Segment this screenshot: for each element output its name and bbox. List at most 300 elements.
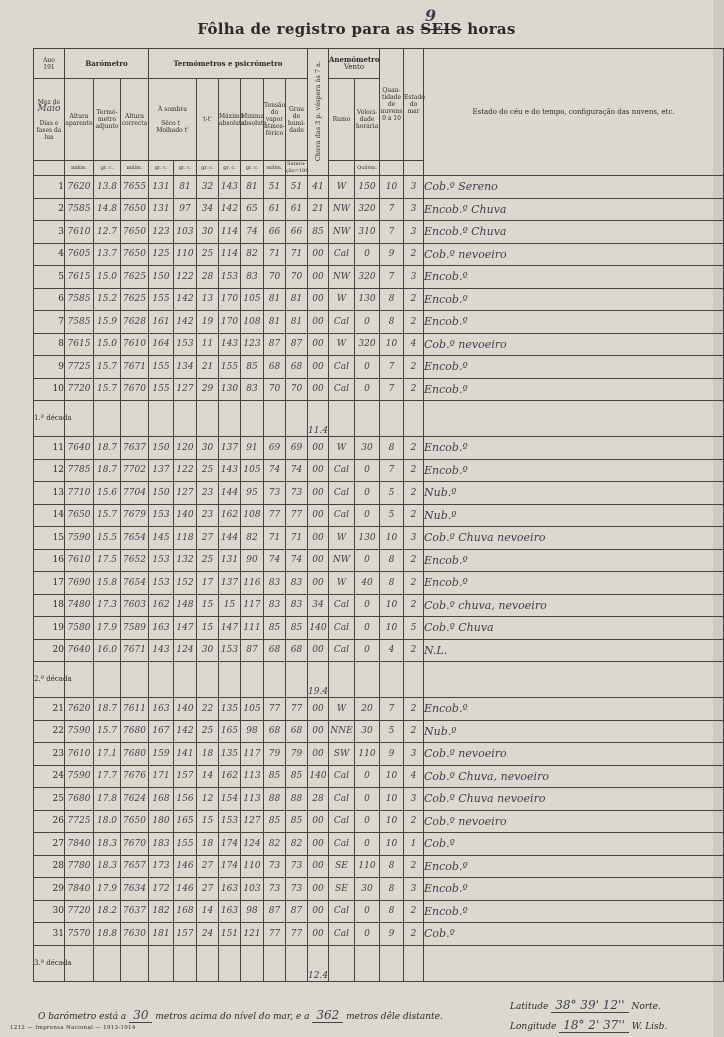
cell-rumo: Cal [329,833,355,856]
cell-molh: 110 [174,243,197,266]
cell-tens: 73 [264,482,286,505]
cell-alt: 7725 [65,810,94,833]
cell-vel: 110 [355,855,380,878]
cell-seco: 180 [149,810,174,833]
cell-tens: 73 [264,878,286,901]
cell-nuv: 5 [380,504,404,527]
cell-alt: 7680 [65,788,94,811]
cell-nuv: 5 [380,720,404,743]
cell-alt: 7620 [65,176,94,199]
cell-max: 131 [219,549,241,572]
cell-sky-state: Cob.º Chuva nevoeiro [424,788,724,811]
cell-nuv: 9 [380,243,404,266]
cell-rumo: NW [329,221,355,244]
day-number: 23 [34,743,65,766]
cell-molh: 134 [174,356,197,379]
cell-tens: 70 [264,378,286,401]
cell-diff: 21 [197,356,219,379]
cell-tens: 74 [264,549,286,572]
cell-alt: 7590 [65,765,94,788]
cell-alt: 7585 [65,198,94,221]
imprint: 1212 — Imprensa Nacional — 1913-1914 [10,1025,136,1031]
cell-max: 165 [219,720,241,743]
cell-chuva: 00 [308,572,329,595]
cell-vel: 0 [355,356,380,379]
cell-diff: 24 [197,923,219,946]
empty-cell [286,401,308,437]
cell-min: 87 [241,639,264,662]
cell-sky-state: Encob.º Chuva [424,198,724,221]
cell-molh: 127 [174,378,197,401]
cell-sky-state: Cob.º nevoeiro [424,243,724,266]
cell-max: 174 [219,855,241,878]
cell-chuva: 00 [308,527,329,550]
cell-min: 82 [241,243,264,266]
cell-tens: 51 [264,176,286,199]
cell-diff: 14 [197,900,219,923]
cell-grau: 87 [286,333,308,356]
cell-grau: 66 [286,221,308,244]
barometer-note: O barómetro está a 30 metros acima do nível do mar, e a 362 metros dêle distante. [38,1008,443,1022]
cell-max: 143 [219,176,241,199]
day-row [34,878,724,901]
cell-ac: 7603 [121,594,149,617]
unit-cell: gr. c. [94,161,121,176]
cell-tens: 74 [264,459,286,482]
decade-label: 1.ª década [34,401,65,437]
cell-seco: 123 [149,221,174,244]
day-row [34,788,724,811]
empty-cell [219,401,241,437]
empty-cell [355,662,380,698]
cell-nuv: 10 [380,333,404,356]
cell-ta: 18.7 [94,437,121,460]
cell-max: 130 [219,378,241,401]
cell-min: 74 [241,221,264,244]
cell-chuva: 00 [308,482,329,505]
cell-ta: 15.2 [94,288,121,311]
cell-molh: 132 [174,549,197,572]
speed-header: Veloci-dade horária [355,79,380,161]
cell-rumo: Cal [329,311,355,334]
cell-seco: 153 [149,572,174,595]
cell-sky-state: Encob.º [424,572,724,595]
max-header: Máxima absoluta [219,79,241,161]
latitude: Latitude 38° 39' 12'' Norte. [510,998,661,1012]
cell-nuv: 7 [380,266,404,289]
cell-ac: 7610 [121,333,149,356]
cell-chuva: 00 [308,504,329,527]
cell-grau: 81 [286,311,308,334]
empty-cell [329,945,355,981]
day-number: 1 [34,176,65,199]
cell-min: 83 [241,266,264,289]
cell-rumo: Cal [329,900,355,923]
day-row [34,311,724,334]
unit-cell: milím. [65,161,94,176]
cell-rumo: SE [329,855,355,878]
cell-nuv: 10 [380,594,404,617]
cell-seco: 150 [149,437,174,460]
cell-max: 163 [219,878,241,901]
cell-tens: 66 [264,221,286,244]
cell-tens: 77 [264,504,286,527]
cell-sky-state: Encob.º [424,549,724,572]
cell-chuva: 00 [308,311,329,334]
empty-cell [404,401,424,437]
cell-rumo: Cal [329,504,355,527]
clouds-header: Quan-tidade de nuvens 0 a 10 [380,49,404,161]
cell-sky-state: Encob.º [424,855,724,878]
cell-vel: 150 [355,176,380,199]
cell-ac: 7628 [121,311,149,334]
baro-altitude: 30 [129,1008,152,1023]
cell-sky-state: Cob.º nevoeiro [424,333,724,356]
cell-mar: 2 [404,437,424,460]
cell-max: 170 [219,311,241,334]
humidity-header: Grau de humi-dade [286,79,308,161]
cell-alt: 7785 [65,459,94,482]
cell-molh: 140 [174,504,197,527]
day-row [34,459,724,482]
day-row [34,243,724,266]
cell-nuv: 10 [380,527,404,550]
cell-chuva: 00 [308,459,329,482]
cell-diff: 18 [197,743,219,766]
cell-max: 135 [219,698,241,721]
empty-cell [197,945,219,981]
cell-diff: 30 [197,639,219,662]
cell-vel: 0 [355,504,380,527]
cell-ta: 14.8 [94,198,121,221]
cell-chuva: 21 [308,198,329,221]
cell-min: 121 [241,923,264,946]
cell-chuva: 28 [308,788,329,811]
empty-cell [121,945,149,981]
cell-alt: 7720 [65,378,94,401]
day-number: 17 [34,572,65,595]
cell-nuv: 10 [380,833,404,856]
cell-molh: 146 [174,855,197,878]
cell-rumo: NW [329,198,355,221]
cell-molh: 103 [174,221,197,244]
cell-min: 113 [241,788,264,811]
cell-nuv: 8 [380,878,404,901]
day-row [34,720,724,743]
cell-max: 142 [219,198,241,221]
day-row [34,923,724,946]
anemometer-header: Anemómetro Vento [329,49,380,79]
cell-min: 82 [241,527,264,550]
cell-ac: 7637 [121,900,149,923]
cell-mar: 3 [404,266,424,289]
cell-tens: 83 [264,572,286,595]
empty-cell [404,662,424,698]
decade-rain-total: 12.4 [308,945,329,981]
cell-seco: 164 [149,333,174,356]
cell-alt: 7640 [65,437,94,460]
cell-tens: 81 [264,311,286,334]
cell-tens: 69 [264,437,286,460]
cell-mar: 4 [404,333,424,356]
cell-max: 174 [219,833,241,856]
cell-mar: 2 [404,243,424,266]
cell-ac: 7611 [121,698,149,721]
cell-molh: 122 [174,459,197,482]
cell-ac: 7680 [121,743,149,766]
cell-molh: 124 [174,639,197,662]
cell-min: 124 [241,833,264,856]
cell-alt: 7590 [65,527,94,550]
day-row [34,765,724,788]
cell-rumo: Cal [329,378,355,401]
empty-cell [264,662,286,698]
cell-min: 105 [241,288,264,311]
cell-mar: 2 [404,720,424,743]
cell-nuv: 8 [380,572,404,595]
shade-header: À sombra Sêco t Molhado t' [149,79,197,161]
cell-chuva: 00 [308,698,329,721]
cell-grau: 71 [286,243,308,266]
cell-diff: 14 [197,765,219,788]
cell-ac: 7670 [121,833,149,856]
cell-tens: 71 [264,243,286,266]
cell-grau: 74 [286,549,308,572]
cell-seco: 183 [149,833,174,856]
cell-rumo: Cal [329,923,355,946]
cell-grau: 77 [286,504,308,527]
cell-vel: 0 [355,594,380,617]
cell-chuva: 140 [308,765,329,788]
cell-min: 111 [241,617,264,640]
cell-vel: 0 [355,810,380,833]
cell-chuva: 34 [308,594,329,617]
cell-min: 81 [241,176,264,199]
cell-seco: 131 [149,198,174,221]
cell-nuv: 10 [380,765,404,788]
cell-vel: 130 [355,288,380,311]
cell-alt: 7585 [65,311,94,334]
cell-tens: 88 [264,788,286,811]
cell-grau: 77 [286,923,308,946]
empty-cell [380,662,404,698]
cell-ta: 13.7 [94,243,121,266]
cell-grau: 61 [286,198,308,221]
cell-diff: 22 [197,698,219,721]
baro-distance: 362 [312,1008,343,1023]
cell-rumo: W [329,698,355,721]
cell-molh: 168 [174,900,197,923]
day-row [34,437,724,460]
cell-min: 123 [241,333,264,356]
cell-molh: 122 [174,266,197,289]
cell-vel: 130 [355,527,380,550]
cell-ta: 13.8 [94,176,121,199]
day-row [34,698,724,721]
cell-mar: 2 [404,900,424,923]
cell-tens: 71 [264,527,286,550]
day-number: 14 [34,504,65,527]
cell-grau: 68 [286,639,308,662]
cell-rumo: NW [329,549,355,572]
cell-seco: 173 [149,855,174,878]
cell-diff: 25 [197,243,219,266]
empty-cell [219,945,241,981]
cell-ta: 15.0 [94,333,121,356]
cell-sky-state: Encob.º Chuva [424,221,724,244]
cell-diff: 15 [197,594,219,617]
cell-mar: 5 [404,617,424,640]
cell-rumo: NW [329,266,355,289]
cell-alt: 7840 [65,833,94,856]
cell-ac: 7625 [121,266,149,289]
day-number: 10 [34,378,65,401]
cell-alt: 7570 [65,923,94,946]
cell-chuva: 00 [308,243,329,266]
cell-ac: 7630 [121,923,149,946]
min-header: Minima absoluta [241,79,264,161]
cell-seco: 137 [149,459,174,482]
cell-sky-state: Encob.º [424,459,724,482]
empty-cell [149,401,174,437]
cell-max: 137 [219,572,241,595]
cell-ac: 7624 [121,788,149,811]
cell-vel: 0 [355,900,380,923]
cell-seco: 125 [149,243,174,266]
cell-alt: 7690 [65,572,94,595]
cell-nuv: 7 [380,356,404,379]
cell-tens: 73 [264,855,286,878]
day-row [34,900,724,923]
day-row [34,198,724,221]
cell-rumo: SW [329,743,355,766]
cell-seco: 150 [149,482,174,505]
cell-vel: 110 [355,743,380,766]
cell-nuv: 9 [380,923,404,946]
cell-vel: 320 [355,198,380,221]
unit-cell: gr. c. [241,161,264,176]
cell-mar: 3 [404,743,424,766]
cell-seco: 145 [149,527,174,550]
cell-min: 91 [241,437,264,460]
month-header: Mez de Maio Dias e fases da lua [34,79,65,161]
cell-nuv: 7 [380,378,404,401]
cell-max: 153 [219,639,241,662]
day-row [34,176,724,199]
day-row [34,378,724,401]
cell-diff: 15 [197,617,219,640]
cell-mar: 2 [404,311,424,334]
day-number: 9 [34,356,65,379]
cell-rumo: W [329,527,355,550]
cell-alt: 7650 [65,504,94,527]
cell-min: 90 [241,549,264,572]
sky-state-header: Estado do céu e do tempo, configuração das nuvens, etc. [424,49,724,176]
cell-rumo: W [329,437,355,460]
cell-grau: 83 [286,594,308,617]
unit-cell: gr. c. [219,161,241,176]
cell-tens: 77 [264,923,286,946]
day-number: 22 [34,720,65,743]
cell-min: 105 [241,459,264,482]
direction-header: Rumo [329,79,355,161]
cell-diff: 19 [197,311,219,334]
cell-nuv: 9 [380,743,404,766]
day-number: 12 [34,459,65,482]
cell-alt: 7590 [65,720,94,743]
cell-seco: 159 [149,743,174,766]
empty-cell [241,401,264,437]
cell-nuv: 4 [380,639,404,662]
cell-molh: 140 [174,698,197,721]
cell-max: 114 [219,243,241,266]
cell-molh: 157 [174,765,197,788]
cell-tens: 68 [264,720,286,743]
cell-diff: 30 [197,221,219,244]
cell-rumo: Cal [329,594,355,617]
cell-sky-state: Cob.º [424,833,724,856]
cell-mar: 2 [404,572,424,595]
cell-ac: 7657 [121,855,149,878]
cell-ac: 7652 [121,549,149,572]
cell-ta: 18.7 [94,698,121,721]
cell-rumo: Cal [329,617,355,640]
cell-max: 143 [219,333,241,356]
cell-seco: 155 [149,288,174,311]
cell-alt: 7720 [65,900,94,923]
cell-seco: 181 [149,923,174,946]
cell-tens: 83 [264,594,286,617]
cell-ta: 15.6 [94,482,121,505]
cell-ta: 15.7 [94,356,121,379]
cell-diff: 27 [197,527,219,550]
cell-sky-state: Encob.º [424,437,724,460]
cell-diff: 30 [197,437,219,460]
cell-alt: 7615 [65,333,94,356]
cell-chuva: 00 [308,878,329,901]
cell-seco: 163 [149,698,174,721]
cell-sky-state: Encob.º [424,356,724,379]
cell-diff: 25 [197,720,219,743]
unit-cell: milím. [264,161,286,176]
cell-diff: 23 [197,504,219,527]
cell-min: 103 [241,878,264,901]
cell-sky-state: N.L. [424,639,724,662]
unit-cell: Satura-ção=100 [286,161,309,174]
cell-chuva: 00 [308,900,329,923]
cell-mar: 3 [404,878,424,901]
cell-max: 137 [219,437,241,460]
day-row [34,333,724,356]
cell-seco: 153 [149,504,174,527]
unit-cell [404,161,424,176]
day-number: 24 [34,765,65,788]
hour-handwritten: 9 [425,6,437,25]
cell-tens: 68 [264,639,286,662]
cell-rumo: W [329,176,355,199]
cell-alt: 7480 [65,594,94,617]
cell-molh: 153 [174,333,197,356]
cell-min: 127 [241,810,264,833]
cell-min: 108 [241,311,264,334]
cell-vel: 20 [355,698,380,721]
cell-rumo: Cal [329,639,355,662]
cell-nuv: 8 [380,549,404,572]
day-row [34,617,724,640]
cell-chuva: 85 [308,221,329,244]
cell-ta: 18.3 [94,833,121,856]
cell-diff: 34 [197,198,219,221]
